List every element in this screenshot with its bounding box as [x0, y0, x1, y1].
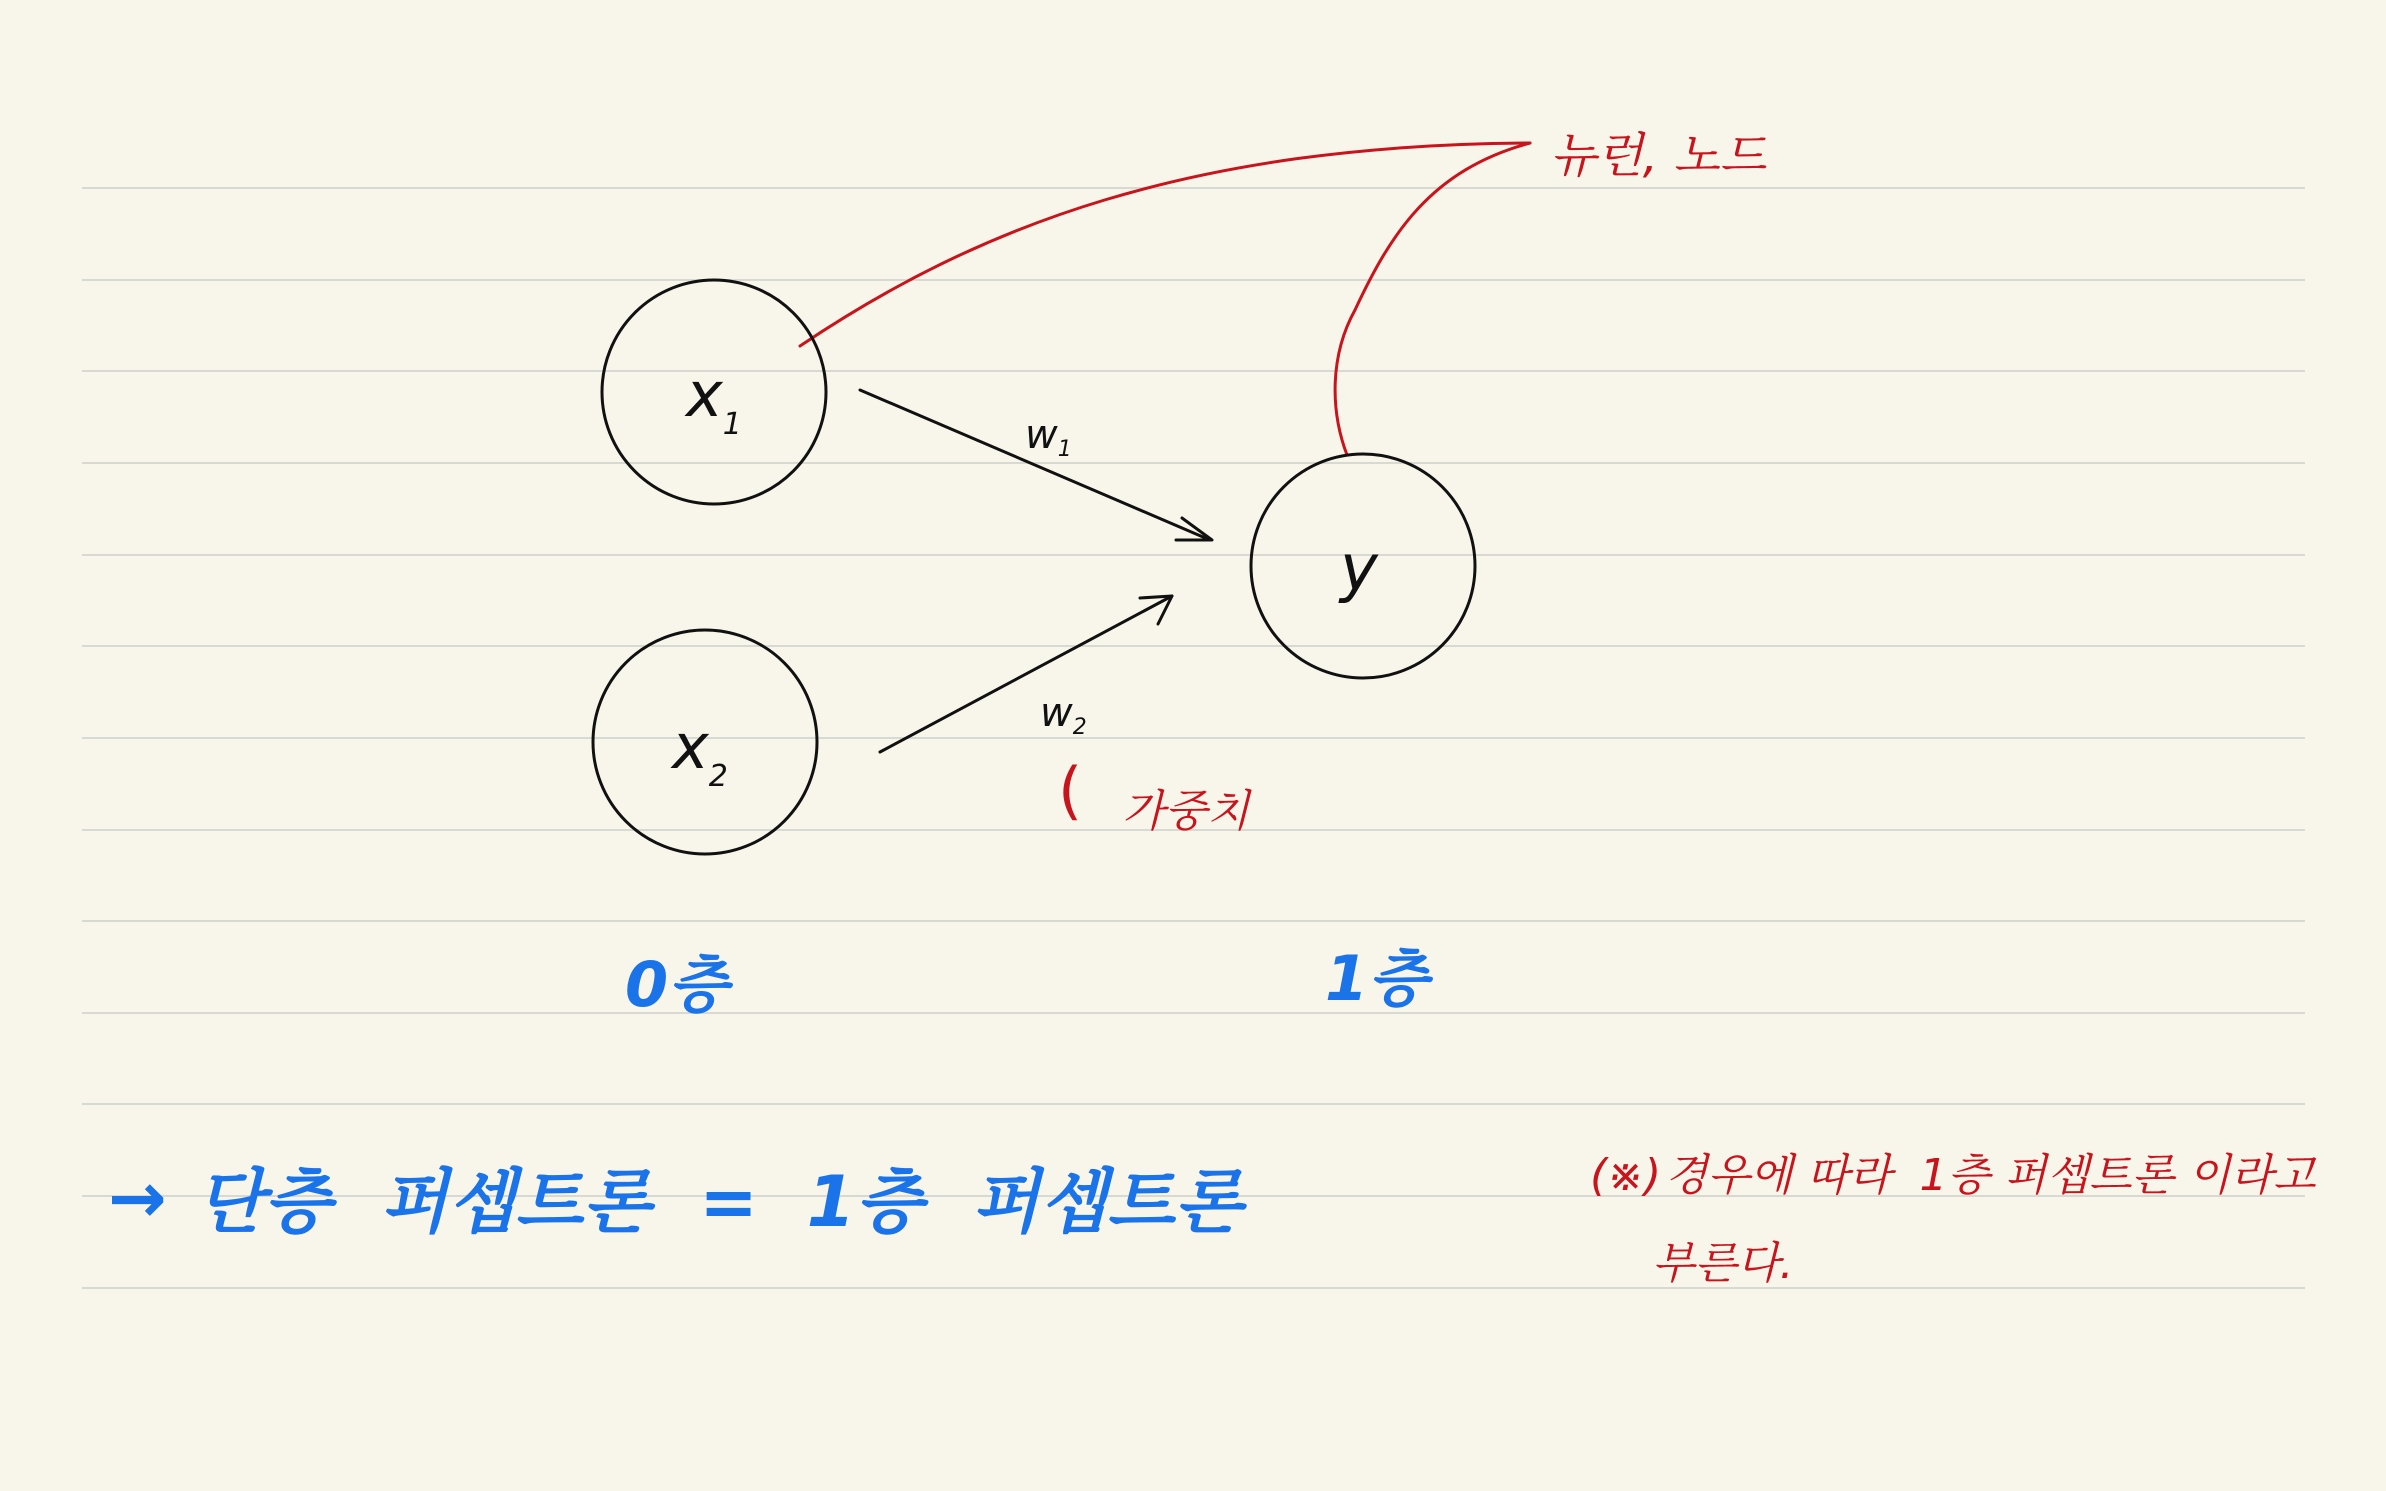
weight-bracket: ( — [1058, 754, 1083, 827]
note-line2: 부른다. — [1652, 1238, 1794, 1289]
ruled-lines — [82, 188, 2305, 1288]
node-x1-label: $x_1$ — [686, 358, 742, 442]
weight-w1-label: $w_1$ — [1025, 412, 1072, 462]
node-x2-label: $x_2$ — [672, 710, 728, 794]
neuron-node-annotation: 뉴런, 노드 — [1550, 128, 1766, 184]
edge-x2-to-y — [880, 596, 1172, 752]
summary-arrow: → — [108, 1157, 167, 1239]
pointer-curve-to-y — [1335, 143, 1530, 455]
summary-text: 단층 퍼셉트론 = 1층 퍼셉트론 — [196, 1161, 1243, 1243]
note-prefix: (※) — [1590, 1150, 1662, 1201]
layer0-label: 0층 — [625, 948, 729, 1021]
layer1-label: 1층 — [1325, 942, 1429, 1015]
pointer-curve-to-x1 — [800, 143, 1530, 346]
neuron-pointer-curves — [800, 143, 1530, 455]
node-y-label: y — [1340, 532, 1378, 606]
note-line1: 경우에 따라 1층 퍼셉트론 이라고 — [1665, 1150, 2316, 1201]
weight-annotation: 가중치 — [1122, 786, 1250, 837]
weight-w2-label: $w_2$ — [1040, 690, 1087, 740]
